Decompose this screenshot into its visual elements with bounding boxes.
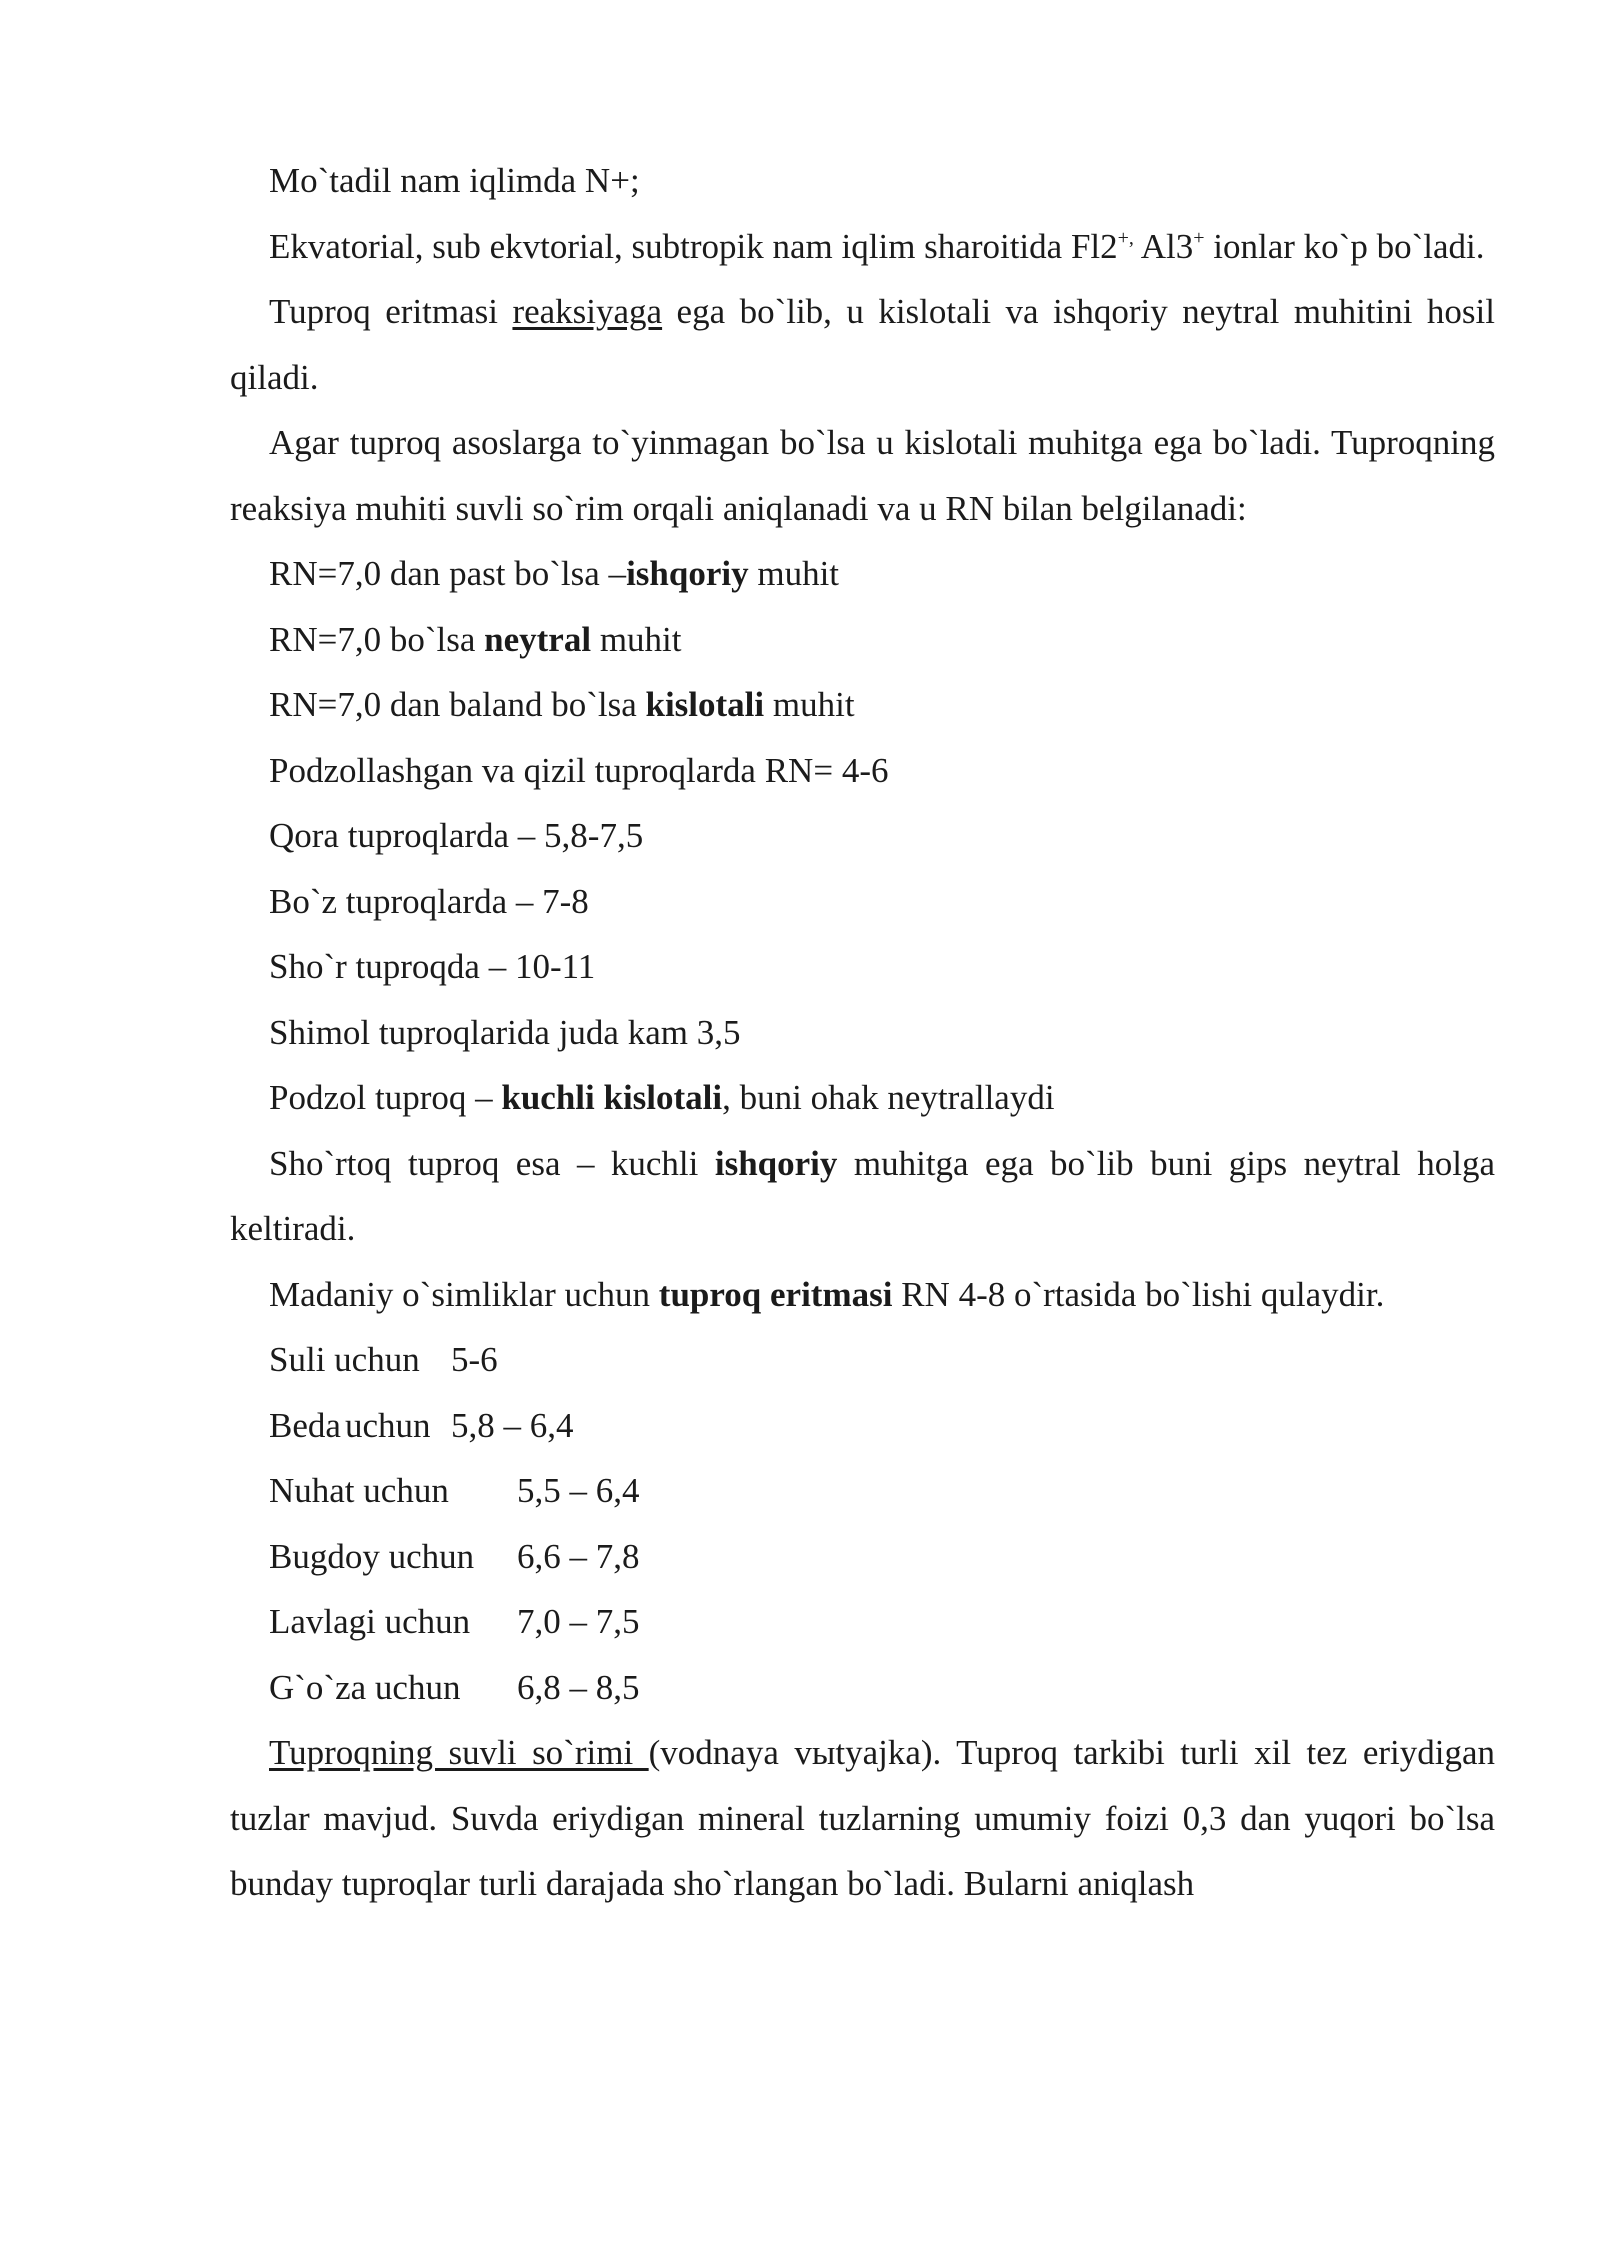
paragraph-temperate-climate xyxy=(230,148,1495,214)
paragraph-text: Podzollashgan va qizil tuproqlarda RN= 4-6 xyxy=(269,750,889,790)
crop-ph-range: 5-6 xyxy=(451,1340,498,1379)
line-ph-neutral xyxy=(230,607,1495,673)
text-run: Podzol tuproq – xyxy=(269,1078,502,1117)
crop-ph-range: 5,8 – 6,4 xyxy=(451,1405,574,1445)
text-run: muhit xyxy=(591,619,682,659)
crop-row-beda xyxy=(230,1393,1495,1459)
crop-name-suffix: uchun xyxy=(345,1405,431,1445)
paragraph-unsaturated-soil xyxy=(230,410,1495,541)
text-run: muhitga ega bo`lib buni gips neytral holga keltiradi. xyxy=(230,1143,1495,1248)
paragraph-soil-solution-reaction xyxy=(230,279,1495,410)
line-podzol-soil xyxy=(230,1065,1495,1131)
text-run: , buni ohak neytrallaydi xyxy=(722,1078,1055,1117)
line-ph-acidic xyxy=(230,672,1495,738)
text-run: Al3 xyxy=(1133,226,1194,266)
crop-ph-range: 5,5 – 6,4 xyxy=(517,1471,640,1510)
text-run: RN=7,0 dan baland bo`lsa xyxy=(269,685,646,724)
line-northern-soils xyxy=(230,1000,1495,1066)
line-black-soils xyxy=(230,803,1495,869)
paragraph-text: Shimol tuproqlarida juda kam 3,5 xyxy=(269,1012,741,1052)
text-run: muhit xyxy=(748,554,840,593)
bold-term: ishqoriy xyxy=(626,554,749,593)
superscript: +, xyxy=(1117,226,1134,249)
paragraph-text: Mo`tadil nam iqlimda N+; xyxy=(269,161,640,200)
bold-term: kislotali xyxy=(645,685,765,724)
underlined-term: Tuproqning suvli so`rimi xyxy=(269,1733,649,1772)
crop-row-bugdoy xyxy=(230,1524,1495,1590)
line-saline-soil xyxy=(230,934,1495,1000)
paragraph-saline-soil-gypsum xyxy=(230,1131,1495,1262)
bold-term: neytral xyxy=(484,619,592,659)
crop-ph-range: 6,6 – 7,8 xyxy=(517,1536,640,1576)
crop-row-nuhat xyxy=(230,1458,1495,1524)
text-run: Madaniy o`simliklar uchun xyxy=(269,1274,659,1314)
bold-term: tuproq eritmasi xyxy=(658,1274,893,1314)
text-run: Sho`rtoq tuproq esa – kuchli xyxy=(269,1143,715,1183)
line-ph-alkaline xyxy=(230,541,1495,607)
text-run: RN=7,0 bo`lsa xyxy=(269,619,485,659)
paragraph-tropical-ions xyxy=(230,214,1495,280)
line-podzolized-soils xyxy=(230,738,1495,804)
paragraph-cultivated-plants xyxy=(230,1262,1495,1328)
text-run: Tuproq eritmasi xyxy=(269,292,513,331)
crop-name: Nuhat uchun xyxy=(269,1471,449,1510)
bold-term: ishqoriy xyxy=(714,1143,838,1183)
crop-name: Beda xyxy=(269,1405,341,1445)
crop-name: Bugdoy uchun xyxy=(269,1536,475,1576)
paragraph-text: Bo`z tuproqlarda – 7-8 xyxy=(269,881,589,921)
text-run: ionlar ko`p bo`ladi. xyxy=(1204,226,1485,266)
text-run: muhit xyxy=(764,685,855,724)
text-run: RN=7,0 dan past bo`lsa – xyxy=(269,554,627,593)
underlined-term: reaksiyaga xyxy=(512,292,663,331)
text-run: RN 4-8 o`rtasida bo`lishi qulaydir. xyxy=(892,1274,1385,1314)
crop-name: Lavlagi uchun xyxy=(269,1602,471,1641)
text-run: (vodnaya vыtyajka). Tuproq tarkibi turli xil tez eriydigan tuzlar mavjud. Suvda eriydigan mineral tuzlarning umumiy foizi 0,3 dan yuqori bo`lsa bunday tuproqlar turli darajada sho`rlangan bo`ladi. Bularni aniqlash xyxy=(230,1733,1495,1903)
crop-ph-range: 6,8 – 8,5 xyxy=(517,1667,640,1707)
crop-row-lavlagi xyxy=(230,1589,1495,1655)
paragraph-text: Agar tuproq asoslarga to`yinmagan bo`lsa u kislotali muhitga ega bo`ladi. Tuproqning reaksiya muhiti suvli so`rim orqali aniqlanadi va u RN bilan belgilanadi: xyxy=(230,423,1495,528)
paragraph-water-extract xyxy=(230,1720,1495,1917)
document-body xyxy=(230,148,1495,1917)
line-grey-soils xyxy=(230,869,1495,935)
crop-row-goza xyxy=(230,1655,1495,1721)
crop-name: G`o`za uchun xyxy=(269,1667,461,1707)
paragraph-text: Qora tuproqlarda – 5,8-7,5 xyxy=(269,816,644,855)
text-run: ega bo`lib, u kislotali va ishqoriy neytral muhitini hosil qiladi. xyxy=(230,292,1495,397)
superscript: + xyxy=(1193,226,1205,249)
crop-name: Suli uchun xyxy=(269,1340,420,1379)
crop-ph-range: 7,0 – 7,5 xyxy=(517,1602,640,1641)
text-run: Ekvatorial, sub ekvtorial, subtropik nam iqlim sharoitida Fl2 xyxy=(269,226,1118,266)
paragraph-text: Sho`r tuproqda – 10-11 xyxy=(269,947,596,986)
crop-row-suli xyxy=(230,1327,1495,1393)
bold-term: kuchli kislotali xyxy=(501,1078,723,1117)
